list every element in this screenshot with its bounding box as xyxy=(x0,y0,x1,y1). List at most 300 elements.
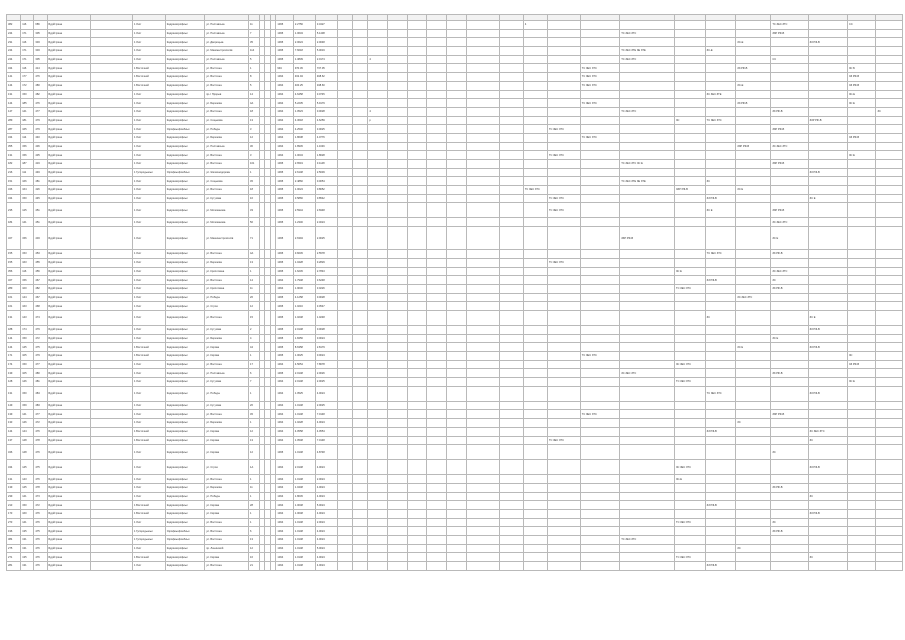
table-cell[interactable] xyxy=(523,475,547,484)
table-cell[interactable] xyxy=(876,218,903,227)
table-cell[interactable] xyxy=(466,343,499,352)
table-cell[interactable] xyxy=(580,562,619,571)
table-cell[interactable]: 0.0028 xyxy=(315,293,337,302)
table-cell[interactable]: 1.6245 xyxy=(293,267,315,276)
table-cell[interactable] xyxy=(368,186,388,195)
table-cell[interactable]: 1.0048 xyxy=(293,501,315,510)
table-cell[interactable]: 1 Укот xyxy=(132,90,165,99)
table-cell[interactable]: ул. Восточна xyxy=(205,410,249,419)
table-cell[interactable] xyxy=(388,29,408,38)
table-cell[interactable] xyxy=(447,284,467,293)
table-cell[interactable] xyxy=(808,73,847,82)
table-cell[interactable] xyxy=(547,116,580,125)
table-cell[interactable]: 5.0024 xyxy=(315,544,337,553)
table-cell[interactable] xyxy=(620,38,675,47)
table-cell[interactable]: 1 Восточний xyxy=(132,509,165,518)
table-cell[interactable]: 1395 xyxy=(276,160,294,169)
table-cell[interactable] xyxy=(580,194,619,203)
table-cell[interactable]: 476 xyxy=(34,518,47,527)
table-cell[interactable] xyxy=(337,107,352,116)
table-cell[interactable] xyxy=(353,125,368,134)
table-cell[interactable]: Кадриняхрофиьи xyxy=(165,29,204,38)
table-cell[interactable]: 11 xyxy=(249,483,260,492)
table-cell[interactable] xyxy=(447,133,467,142)
table-cell[interactable] xyxy=(705,302,736,311)
table-cell[interactable]: 1394 xyxy=(276,81,294,90)
table-cell[interactable]: 3.1148 xyxy=(315,160,337,169)
table-cell[interactable] xyxy=(808,160,847,169)
table-cell[interactable] xyxy=(580,483,619,492)
table-cell[interactable] xyxy=(499,501,523,510)
table-cell[interactable]: 475 xyxy=(34,343,47,352)
table-cell[interactable] xyxy=(499,386,523,401)
table-cell[interactable] xyxy=(580,21,619,30)
table-cell[interactable]: 1 xyxy=(249,386,260,401)
table-cell[interactable]: 1 Укот xyxy=(132,218,165,227)
table-cell[interactable]: 1.8945 xyxy=(293,142,315,151)
table-cell[interactable]: ул. Победы xyxy=(205,386,249,401)
table-cell[interactable]: 2.8179 xyxy=(315,343,337,352)
table-cell[interactable] xyxy=(368,310,388,325)
table-cell[interactable] xyxy=(427,527,447,536)
table-cell[interactable]: 105 xyxy=(21,352,34,361)
table-cell[interactable]: 1394 xyxy=(276,142,294,151)
table-cell[interactable]: 156 xyxy=(21,142,34,151)
table-cell[interactable] xyxy=(808,177,847,186)
table-cell[interactable] xyxy=(876,81,903,90)
table-cell[interactable]: ТС ЗЕС ЗТС xyxy=(547,436,580,445)
table-cell[interactable]: 1 Укот xyxy=(132,360,165,369)
table-cell[interactable] xyxy=(499,177,523,186)
table-cell[interactable]: 478 xyxy=(34,483,47,492)
table-cell[interactable]: 125 xyxy=(21,203,34,218)
table-cell[interactable]: 435 xyxy=(34,151,47,160)
table-cell[interactable] xyxy=(353,536,368,545)
table-cell[interactable]: 2.6394 xyxy=(293,227,315,250)
table-cell[interactable]: 1 xyxy=(249,168,260,177)
table-cell[interactable] xyxy=(736,475,771,484)
table-cell[interactable] xyxy=(368,47,388,56)
table-cell[interactable]: ЗЗР РФ-В xyxy=(771,160,808,169)
table-cell[interactable]: 482 xyxy=(34,90,47,99)
table-cell[interactable] xyxy=(808,536,847,545)
table-cell[interactable] xyxy=(620,419,675,428)
table-cell[interactable] xyxy=(705,492,736,501)
table-cell[interactable] xyxy=(771,343,808,352)
table-cell[interactable] xyxy=(427,116,447,125)
table-cell[interactable]: ЗЗР РФ-В xyxy=(736,142,771,151)
table-cell[interactable] xyxy=(547,536,580,545)
table-cell[interactable] xyxy=(876,194,903,203)
table-cell[interactable] xyxy=(499,90,523,99)
table-cell[interactable] xyxy=(499,302,523,311)
table-cell[interactable] xyxy=(523,310,547,325)
table-cell[interactable] xyxy=(388,258,408,267)
table-cell[interactable]: 4.2540 xyxy=(293,125,315,134)
table-cell[interactable] xyxy=(808,90,847,99)
table-cell[interactable] xyxy=(427,483,447,492)
table-cell[interactable] xyxy=(388,267,408,276)
table-cell[interactable] xyxy=(499,125,523,134)
table-cell[interactable] xyxy=(771,99,808,108)
table-cell[interactable]: 3.2829 xyxy=(315,258,337,267)
table-cell[interactable] xyxy=(388,194,408,203)
table-cell[interactable]: Кадриняхрофиьи xyxy=(165,186,204,195)
table-cell[interactable] xyxy=(674,325,705,334)
table-cell[interactable] xyxy=(368,38,388,47)
table-cell[interactable] xyxy=(620,436,675,445)
table-cell[interactable]: 45 xyxy=(249,177,260,186)
table-cell[interactable]: ЗЗ РФ-В xyxy=(808,325,847,334)
table-cell[interactable] xyxy=(447,90,467,99)
table-cell[interactable] xyxy=(499,107,523,116)
table-cell[interactable] xyxy=(388,177,408,186)
table-cell[interactable]: Кадриняхрофиьи xyxy=(165,302,204,311)
table-cell[interactable] xyxy=(353,258,368,267)
table-cell[interactable]: 384 xyxy=(7,536,21,545)
table-cell[interactable] xyxy=(447,276,467,285)
table-cell[interactable] xyxy=(705,142,736,151)
table-cell[interactable] xyxy=(337,142,352,151)
table-cell[interactable] xyxy=(427,401,447,410)
table-cell[interactable] xyxy=(848,284,876,293)
table-cell[interactable]: 28 xyxy=(249,501,260,510)
table-cell[interactable]: Кадриняхрофиьи xyxy=(165,258,204,267)
table-cell[interactable] xyxy=(388,378,408,387)
table-cell[interactable]: 1394 xyxy=(276,501,294,510)
table-cell[interactable] xyxy=(466,378,499,387)
table-cell[interactable] xyxy=(771,258,808,267)
table-cell[interactable] xyxy=(808,250,847,259)
table-cell[interactable] xyxy=(368,227,388,250)
table-cell[interactable] xyxy=(368,536,388,545)
table-cell[interactable] xyxy=(547,562,580,571)
table-cell[interactable]: пр. Ленинский xyxy=(205,544,249,553)
table-cell[interactable] xyxy=(447,360,467,369)
table-cell[interactable]: 348.60 xyxy=(315,81,337,90)
table-cell[interactable]: 1 Укот xyxy=(132,107,165,116)
table-cell[interactable] xyxy=(368,492,388,501)
table-cell[interactable]: ул. Победы xyxy=(205,125,249,134)
table-cell[interactable] xyxy=(447,21,467,30)
table-cell[interactable] xyxy=(876,492,903,501)
table-cell[interactable]: ЗЗ РФ-В xyxy=(705,427,736,436)
table-cell[interactable]: ЗС xyxy=(876,107,903,116)
table-cell[interactable]: ул. Победы xyxy=(205,492,249,501)
table-cell[interactable]: 155 xyxy=(7,250,21,259)
table-cell[interactable]: 484 xyxy=(34,386,47,401)
table-cell[interactable] xyxy=(848,168,876,177)
table-cell[interactable]: 1 Укот xyxy=(132,142,165,151)
table-cell[interactable] xyxy=(580,293,619,302)
table-cell[interactable] xyxy=(427,562,447,571)
table-cell[interactable] xyxy=(674,483,705,492)
table-cell[interactable] xyxy=(620,81,675,90)
table-cell[interactable] xyxy=(876,276,903,285)
table-cell[interactable] xyxy=(337,483,352,492)
table-cell[interactable] xyxy=(388,151,408,160)
table-cell[interactable] xyxy=(337,258,352,267)
table-cell[interactable] xyxy=(447,536,467,545)
table-cell[interactable] xyxy=(674,250,705,259)
table-cell[interactable]: Будій Ірина xyxy=(47,227,91,250)
table-cell[interactable]: 478 xyxy=(34,436,47,445)
table-cell[interactable]: 2.4860 xyxy=(293,177,315,186)
table-cell[interactable]: 1 Укот xyxy=(132,475,165,484)
table-cell[interactable]: Будій Ірина xyxy=(47,460,91,475)
table-cell[interactable] xyxy=(523,29,547,38)
table-cell[interactable]: 12 xyxy=(249,544,260,553)
table-cell[interactable] xyxy=(447,258,467,267)
table-cell[interactable]: ул. Кутузова xyxy=(205,378,249,387)
table-cell[interactable] xyxy=(91,562,133,571)
table-cell[interactable]: 244 xyxy=(7,47,21,56)
table-cell[interactable]: 1.8045 xyxy=(293,492,315,501)
table-cell[interactable] xyxy=(447,410,467,419)
table-cell[interactable]: 0.0028 xyxy=(315,325,337,334)
table-cell[interactable]: 1.0148 xyxy=(293,410,315,419)
table-cell[interactable] xyxy=(876,64,903,73)
table-cell[interactable]: 6 xyxy=(249,527,260,536)
table-cell[interactable] xyxy=(771,352,808,361)
table-cell[interactable]: Будій Ірина xyxy=(47,536,91,545)
table-cell[interactable]: 163 xyxy=(21,258,34,267)
table-cell[interactable] xyxy=(705,21,736,30)
table-cell[interactable]: 476 xyxy=(34,544,47,553)
table-cell[interactable]: 479 xyxy=(34,352,47,361)
table-cell[interactable] xyxy=(674,151,705,160)
table-cell[interactable] xyxy=(91,492,133,501)
table-cell[interactable]: 1394 xyxy=(276,460,294,475)
table-cell[interactable]: 1394 xyxy=(276,427,294,436)
table-cell[interactable] xyxy=(620,142,675,151)
table-cell[interactable]: ЗЗ РФ-В xyxy=(771,284,808,293)
table-cell[interactable]: 131 xyxy=(7,475,21,484)
table-cell[interactable] xyxy=(808,483,847,492)
table-cell[interactable] xyxy=(620,133,675,142)
table-cell[interactable] xyxy=(705,81,736,90)
table-cell[interactable]: 1394 xyxy=(276,475,294,484)
table-cell[interactable] xyxy=(337,55,352,64)
table-cell[interactable] xyxy=(808,47,847,56)
table-cell[interactable]: 303 xyxy=(34,38,47,47)
table-cell[interactable] xyxy=(523,64,547,73)
table-cell[interactable] xyxy=(91,343,133,352)
table-cell[interactable] xyxy=(466,227,499,250)
table-cell[interactable]: 116 xyxy=(21,21,34,30)
table-cell[interactable]: 1.0048 xyxy=(293,509,315,518)
table-cell[interactable] xyxy=(876,116,903,125)
table-cell[interactable] xyxy=(808,81,847,90)
table-cell[interactable]: 1394 xyxy=(276,419,294,428)
table-cell[interactable]: 1.8628 xyxy=(315,151,337,160)
table-cell[interactable]: Будій Ірина xyxy=(47,562,91,571)
table-cell[interactable]: 1 Укот xyxy=(132,250,165,259)
table-cell[interactable] xyxy=(499,250,523,259)
table-cell[interactable] xyxy=(808,218,847,227)
table-cell[interactable] xyxy=(580,107,619,116)
table-cell[interactable]: Будій Ірина xyxy=(47,64,91,73)
table-cell[interactable] xyxy=(337,509,352,518)
table-cell[interactable] xyxy=(876,475,903,484)
table-cell[interactable] xyxy=(447,116,467,125)
table-cell[interactable] xyxy=(523,227,547,250)
table-cell[interactable]: ул. Кирова xyxy=(205,553,249,562)
table-cell[interactable] xyxy=(337,401,352,410)
table-cell[interactable] xyxy=(523,99,547,108)
table-cell[interactable] xyxy=(547,544,580,553)
table-cell[interactable] xyxy=(427,250,447,259)
table-cell[interactable] xyxy=(427,177,447,186)
table-cell[interactable]: ул. Молоканова xyxy=(205,218,249,227)
table-cell[interactable] xyxy=(337,378,352,387)
table-cell[interactable]: 1395 xyxy=(276,29,294,38)
table-cell[interactable] xyxy=(876,151,903,160)
table-cell[interactable]: 4.0024 xyxy=(315,492,337,501)
table-cell[interactable] xyxy=(388,302,408,311)
table-cell[interactable]: 2 xyxy=(249,325,260,334)
table-cell[interactable] xyxy=(848,445,876,460)
table-cell[interactable] xyxy=(523,276,547,285)
table-cell[interactable] xyxy=(705,218,736,227)
table-cell[interactable]: Будій Ірина xyxy=(47,218,91,227)
table-cell[interactable] xyxy=(848,553,876,562)
table-cell[interactable] xyxy=(499,343,523,352)
table-cell[interactable] xyxy=(337,343,352,352)
table-cell[interactable] xyxy=(353,194,368,203)
table-cell[interactable]: 382 xyxy=(7,21,21,30)
table-cell[interactable]: ЗС xyxy=(771,518,808,527)
table-cell[interactable] xyxy=(499,544,523,553)
table-cell[interactable] xyxy=(91,250,133,259)
table-cell[interactable]: 1.0148 xyxy=(293,536,315,545)
table-cell[interactable] xyxy=(337,227,352,250)
table-cell[interactable] xyxy=(91,227,133,250)
table-cell[interactable] xyxy=(620,125,675,134)
table-cell[interactable] xyxy=(368,250,388,259)
table-cell[interactable]: 0.8542 xyxy=(315,194,337,203)
table-cell[interactable]: ул. Кутузова xyxy=(205,401,249,410)
table-cell[interactable] xyxy=(337,325,352,334)
table-cell[interactable] xyxy=(447,160,467,169)
table-cell[interactable]: Кадриняхрофиьи xyxy=(165,107,204,116)
table-cell[interactable] xyxy=(466,218,499,227)
table-cell[interactable] xyxy=(499,325,523,334)
table-cell[interactable] xyxy=(674,168,705,177)
table-cell[interactable] xyxy=(407,142,427,151)
table-cell[interactable] xyxy=(91,334,133,343)
table-cell[interactable]: ЗС-Е xyxy=(736,38,771,47)
table-cell[interactable]: 275 xyxy=(7,544,21,553)
table-cell[interactable] xyxy=(620,194,675,203)
table-cell[interactable] xyxy=(523,133,547,142)
table-cell[interactable]: 131 xyxy=(7,90,21,99)
table-cell[interactable]: Кадриняхрофиьи xyxy=(165,276,204,285)
table-cell[interactable]: 141 xyxy=(21,410,34,419)
table-cell[interactable]: 1394 xyxy=(276,492,294,501)
table-cell[interactable] xyxy=(353,177,368,186)
table-cell[interactable] xyxy=(547,276,580,285)
table-cell[interactable] xyxy=(705,99,736,108)
table-cell[interactable] xyxy=(523,527,547,536)
table-cell[interactable]: 453 xyxy=(34,250,47,259)
table-cell[interactable]: ул. Соцыкова xyxy=(205,116,249,125)
table-cell[interactable]: ТС ЗЕС ЗТС xyxy=(547,258,580,267)
table-cell[interactable] xyxy=(337,284,352,293)
table-cell[interactable]: 1 Укот xyxy=(132,302,165,311)
table-cell[interactable]: 346 xyxy=(7,445,21,460)
table-cell[interactable]: 1 Восточний xyxy=(132,73,165,82)
table-cell[interactable] xyxy=(337,369,352,378)
table-cell[interactable]: 1.0228 xyxy=(293,419,315,428)
table-cell[interactable]: 1395 xyxy=(276,203,294,218)
table-cell[interactable] xyxy=(736,410,771,419)
table-cell[interactable] xyxy=(499,401,523,410)
table-cell[interactable] xyxy=(466,401,499,410)
table-cell[interactable] xyxy=(876,518,903,527)
table-cell[interactable] xyxy=(337,73,352,82)
table-cell[interactable] xyxy=(447,419,467,428)
table-cell[interactable] xyxy=(705,436,736,445)
table-cell[interactable] xyxy=(523,419,547,428)
table-cell[interactable] xyxy=(337,168,352,177)
table-cell[interactable]: Будій Ірина xyxy=(47,445,91,460)
table-cell[interactable] xyxy=(674,302,705,311)
table-cell[interactable]: 2.0624 xyxy=(293,38,315,47)
table-cell[interactable] xyxy=(388,160,408,169)
table-cell[interactable]: 111 xyxy=(21,168,34,177)
table-cell[interactable]: Будій Ірина xyxy=(47,284,91,293)
table-cell[interactable]: 188 xyxy=(7,325,21,334)
table-cell[interactable] xyxy=(736,436,771,445)
table-cell[interactable] xyxy=(705,151,736,160)
table-cell[interactable]: 7.0148 xyxy=(315,436,337,445)
table-cell[interactable] xyxy=(808,410,847,419)
table-cell[interactable] xyxy=(427,293,447,302)
table-cell[interactable] xyxy=(674,142,705,151)
table-cell[interactable] xyxy=(736,483,771,492)
table-cell[interactable] xyxy=(523,81,547,90)
table-cell[interactable] xyxy=(388,21,408,30)
table-cell[interactable] xyxy=(499,436,523,445)
table-cell[interactable] xyxy=(388,218,408,227)
table-cell[interactable] xyxy=(337,419,352,428)
table-cell[interactable] xyxy=(736,369,771,378)
table-cell[interactable] xyxy=(674,293,705,302)
table-cell[interactable]: 445 xyxy=(34,194,47,203)
table-cell[interactable] xyxy=(388,142,408,151)
table-cell[interactable] xyxy=(580,267,619,276)
table-cell[interactable] xyxy=(736,386,771,401)
table-cell[interactable]: ЗЗ РФ-В xyxy=(705,194,736,203)
table-cell[interactable]: Будій Ірина xyxy=(47,544,91,553)
table-cell[interactable] xyxy=(736,107,771,116)
table-cell[interactable] xyxy=(388,90,408,99)
table-cell[interactable]: 17 xyxy=(249,360,260,369)
table-cell[interactable] xyxy=(580,369,619,378)
table-cell[interactable] xyxy=(388,386,408,401)
table-cell[interactable] xyxy=(876,267,903,276)
table-cell[interactable]: 344 xyxy=(7,194,21,203)
table-cell[interactable] xyxy=(388,38,408,47)
table-cell[interactable] xyxy=(368,142,388,151)
table-cell[interactable]: 3.0547 xyxy=(315,302,337,311)
table-cell[interactable] xyxy=(427,518,447,527)
table-cell[interactable] xyxy=(407,343,427,352)
table-cell[interactable] xyxy=(523,343,547,352)
table-cell[interactable] xyxy=(466,518,499,527)
table-cell[interactable]: 1 xyxy=(249,492,260,501)
